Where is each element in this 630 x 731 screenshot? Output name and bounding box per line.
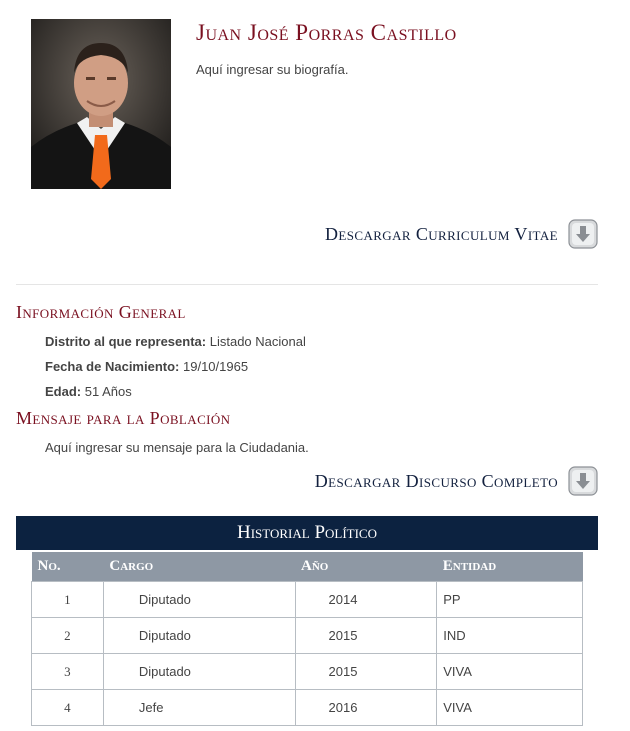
row-cargo: Diputado	[103, 618, 295, 654]
row-cargo: Diputado	[103, 582, 295, 618]
download-icon[interactable]	[568, 219, 598, 249]
message-text: Aquí ingresar su mensaje para la Ciudadania.	[45, 440, 309, 455]
birth-info	[45, 359, 248, 374]
district-label: Distrito al que representa:	[45, 334, 207, 349]
profile-bio: Aquí ingresar su biografía.	[196, 62, 349, 77]
column-header-anio: Año	[295, 552, 437, 582]
download-cv-link[interactable]	[325, 219, 598, 249]
birth-label: Fecha de Nacimiento:	[45, 359, 180, 374]
row-number: 1	[32, 582, 104, 618]
row-entidad: VIVA	[437, 690, 583, 726]
download-speech-link[interactable]	[315, 466, 598, 496]
row-anio: 2015	[295, 654, 437, 690]
message-title: Mensaje para la Población	[16, 408, 231, 428]
birth-value: 19/10/1965	[183, 359, 249, 374]
age-info	[45, 384, 132, 399]
history-title-text: Historial Político	[236, 522, 377, 543]
age-value: 51 Años	[84, 384, 132, 399]
row-number: 2	[32, 618, 104, 654]
row-anio: 2016	[295, 690, 437, 726]
table-row	[32, 582, 583, 618]
table-row	[32, 654, 583, 690]
column-header-entidad: Entidad	[437, 552, 583, 582]
column-header-no: No.	[32, 552, 104, 582]
download-icon[interactable]	[568, 466, 598, 496]
row-anio: 2015	[295, 618, 437, 654]
profile-name: Juan José Porras Castillo	[196, 20, 457, 45]
row-entidad: VIVA	[437, 654, 583, 690]
history-table-header	[32, 552, 583, 582]
age-label: Edad:	[45, 384, 82, 399]
row-entidad: PP	[437, 582, 583, 618]
general-info-title: Información General	[16, 302, 186, 322]
download-cv-label[interactable]: Descargar Curriculum Vitae	[325, 223, 558, 244]
row-number: 4	[32, 690, 104, 726]
row-anio: 2014	[295, 582, 437, 618]
download-speech-label[interactable]: Descargar Discurso Completo	[314, 470, 558, 491]
row-entidad: IND	[437, 618, 583, 654]
profile-photo	[31, 19, 171, 189]
column-header-cargo: Cargo	[103, 552, 295, 582]
history-title	[16, 516, 598, 550]
table-row	[32, 690, 583, 726]
history-table	[31, 552, 583, 726]
row-cargo: Diputado	[103, 654, 295, 690]
table-row	[32, 618, 583, 654]
divider	[16, 284, 598, 285]
row-number: 3	[32, 654, 104, 690]
district-info	[45, 334, 306, 349]
district-value: Listado Nacional	[209, 334, 306, 349]
row-cargo: Jefe	[103, 690, 295, 726]
